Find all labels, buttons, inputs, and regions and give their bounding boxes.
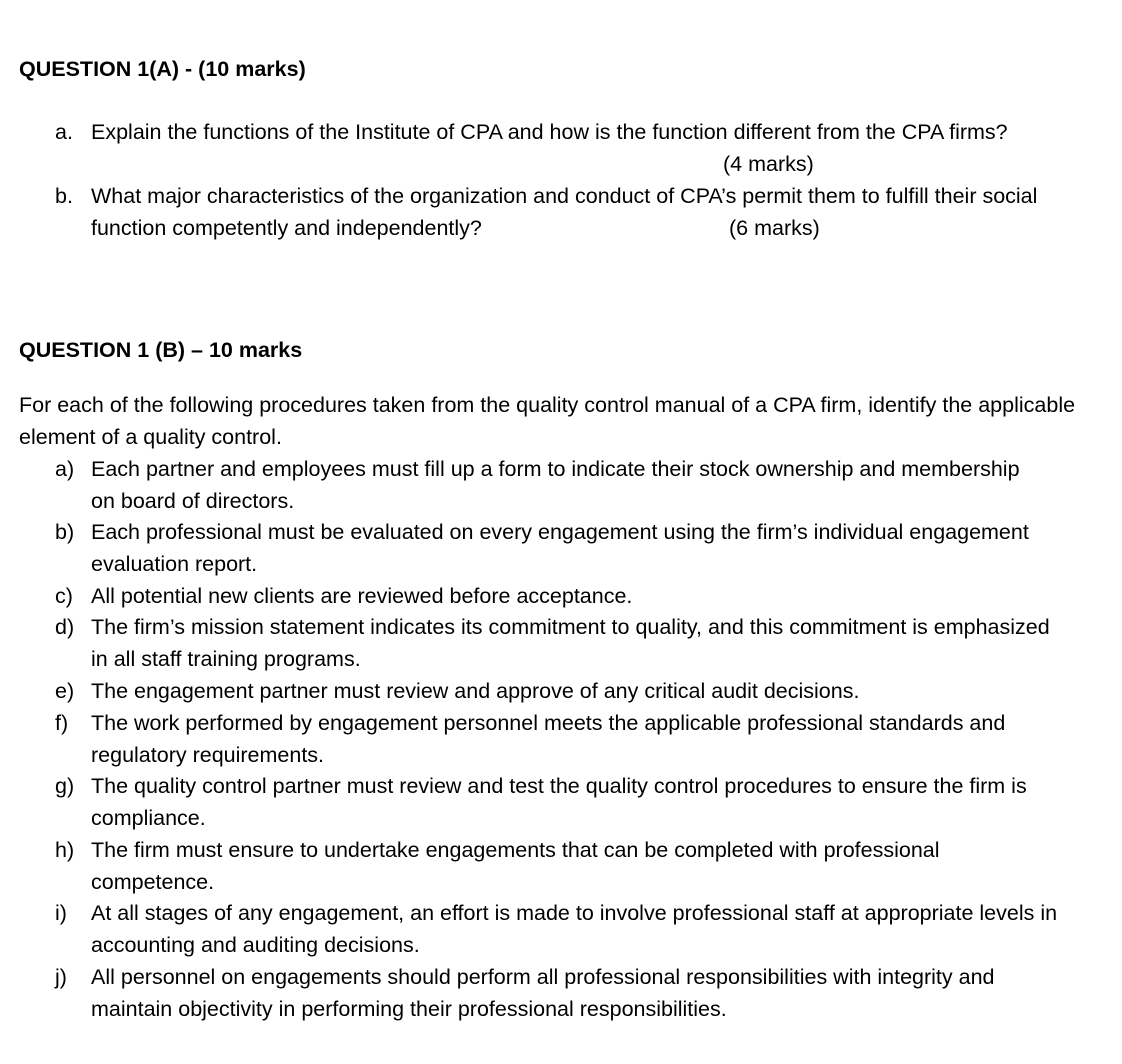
list-item-text: Each professional must be evaluated on every engagement using the firm’s individual engagement evaluation report. [91,520,1029,576]
list-item-text: The firm’s mission statement indicates its commitment to quality, and this commitment is emphasized in all staff training programs. [91,615,1050,671]
list-item-text: All potential new clients are reviewed before acceptance. [91,584,633,608]
list-marker: b. [55,184,73,208]
list-marker: a) [55,457,75,481]
list-marker: e) [55,679,75,703]
list-marker: h) [55,838,75,862]
list-marker: a. [55,120,73,144]
question-text: Explain the functions of the Institute of CPA and how is the function different from the CPA firms? [91,120,1008,144]
list-item-text: Each partner and employees must fill up a form to indicate their stock ownership and membership on board of directors. [91,457,1020,513]
list-marker: g) [55,774,75,798]
list-marker: b) [55,520,75,544]
list-item-text: The firm must ensure to undertake engagements that can be completed with professional competence. [91,838,940,894]
list-item-text: At all stages of any engagement, an effort is made to involve professional staff at appropriate levels in accounting and auditing decisions. [91,901,1058,957]
list-item-text: All personnel on engagements should perform all professional responsibilities with integrity and maintain objectivity in performing their professional responsibilities. [91,965,995,1021]
list-marker: d) [55,615,75,639]
question-text: What major characteristics of the organization and conduct of CPA’s permit them to fulfill their social function competently and independently? [91,184,1038,240]
list-marker: j) [55,965,67,989]
marks-label: (6 marks) [729,216,820,240]
question-1a-heading: QUESTION 1(A) - (10 marks) [19,57,306,81]
marks-label: (4 marks) [723,152,814,176]
list-item-text: The quality control partner must review and test the quality control procedures to ensure the firm is compliance. [91,774,1027,830]
list-marker: i) [55,901,67,925]
list-item-text: The engagement partner must review and approve of any critical audit decisions. [91,679,860,703]
question-1b-intro: For each of the following procedures taken from the quality control manual of a CPA firm, identify the applicable element of a quality control. [19,393,1076,449]
question-1b-heading: QUESTION 1 (B) – 10 marks [19,338,303,362]
list-item-text: The work performed by engagement personnel meets the applicable professional standards and regulatory requirements. [91,711,1006,767]
list-marker: f) [55,711,69,735]
list-marker: c) [55,584,73,608]
